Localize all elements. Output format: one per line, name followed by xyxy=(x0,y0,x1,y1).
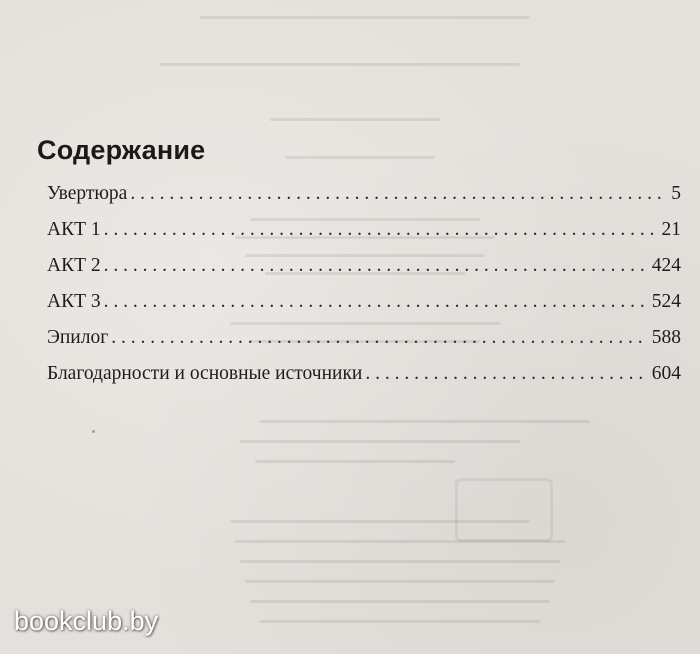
toc-entry-page: 524 xyxy=(651,291,681,312)
toc-leader-dots xyxy=(111,327,648,349)
toc-entry-label: Увертюра xyxy=(47,183,128,204)
toc-entry-label: АКТ 1 xyxy=(47,219,101,240)
toc-entry-page: 588 xyxy=(651,327,681,348)
toc-entry xyxy=(47,291,681,327)
toc-leader-dots xyxy=(104,291,648,313)
toc-list xyxy=(47,183,681,399)
toc-entry xyxy=(47,327,681,363)
toc-leader-dots xyxy=(104,219,658,241)
toc-entry xyxy=(47,219,681,255)
ink-speck xyxy=(92,430,95,433)
toc-entry xyxy=(47,183,681,219)
toc-entry-page: 5 xyxy=(671,183,681,204)
toc-entry xyxy=(47,255,681,291)
toc-entry-page: 604 xyxy=(651,363,681,384)
toc-leader-dots xyxy=(130,183,667,205)
toc-entry-page: 21 xyxy=(661,219,681,240)
toc-leader-dots xyxy=(104,255,648,277)
toc-entry-label: АКТ 2 xyxy=(47,255,101,276)
toc-leader-dots xyxy=(365,363,647,385)
toc-entry-page: 424 xyxy=(651,255,681,276)
toc-entry-label: Благодарности и основные источники xyxy=(47,363,363,384)
toc-entry xyxy=(47,363,681,399)
toc-title: Содержание xyxy=(37,135,206,165)
toc-entry-label: АКТ 3 xyxy=(47,291,101,312)
watermark: bookclub.by xyxy=(14,606,159,636)
toc-entry-label: Эпилог xyxy=(47,327,109,348)
